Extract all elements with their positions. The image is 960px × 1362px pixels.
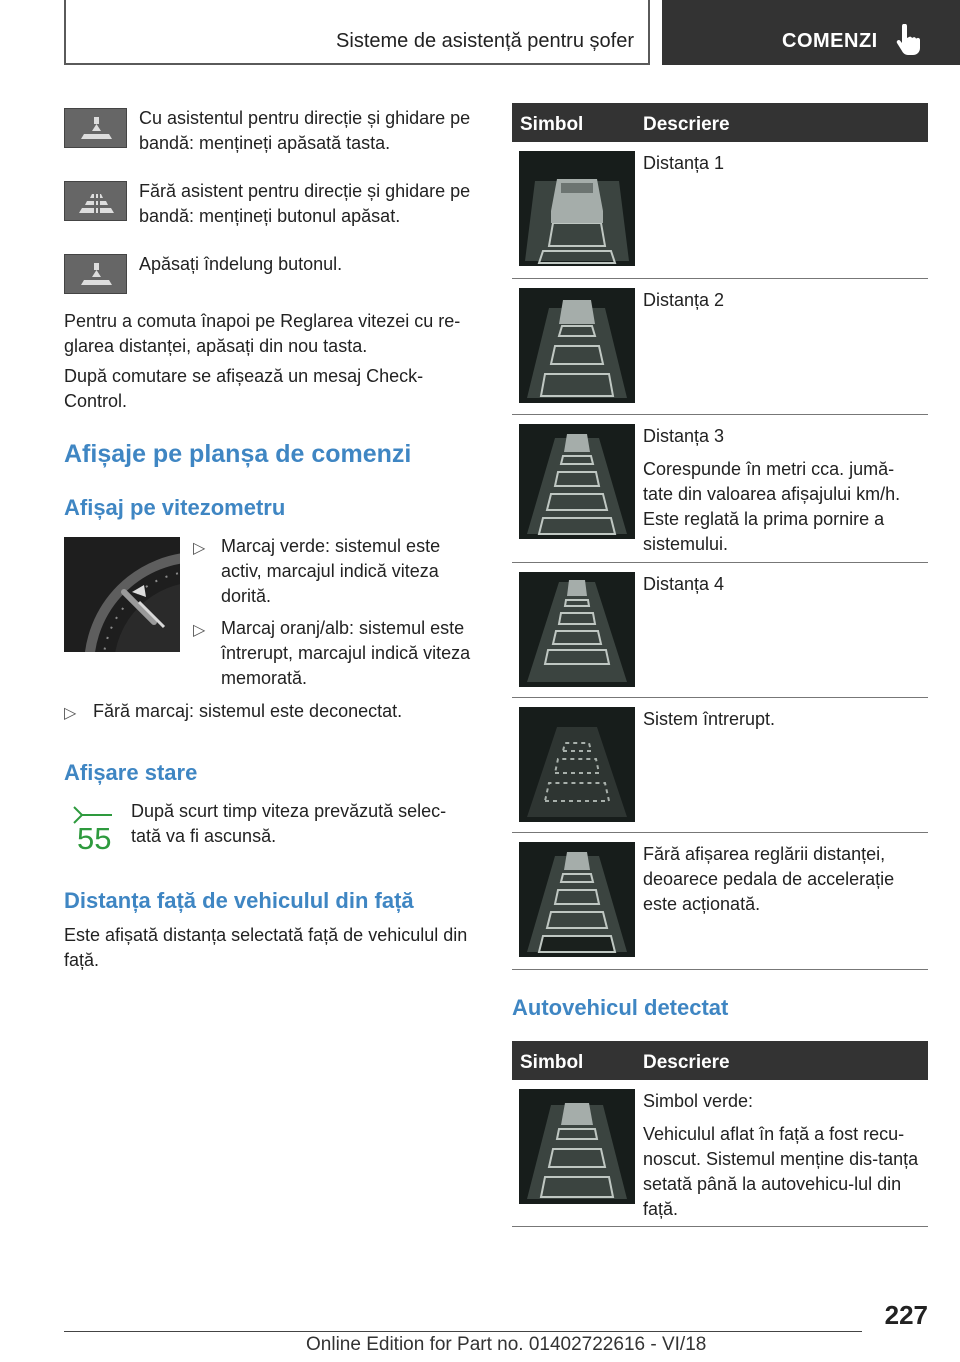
system-interrupted-display-image	[519, 707, 635, 822]
section-title: Sisteme de asistență pentru șofer	[336, 30, 634, 52]
table-row	[512, 279, 928, 415]
page-number: 227	[884, 1300, 928, 1330]
table1-row2-description: Distanța 2	[643, 290, 725, 310]
table1-row4-description: Distanța 4	[643, 574, 725, 594]
paragraph-switch-back: Pentru a comuta înapoi pe Reglarea vitezei cu re-glarea distanței, apăsați din nou tasta.	[64, 311, 461, 356]
table1-row3-description: Distanța 3 Corespunde în metri cca. jumă-tate din valoarea afișajului km/h. Este reglată la prima pornire a sistemului.	[643, 426, 901, 554]
button-row-3-text: Apăsați îndelung butonul.	[139, 254, 343, 274]
button-row-2-text: Fără asistent pentru direcție și ghidare pe bandă: mențineți butonul apăsat.	[139, 181, 471, 226]
heading-distance: Distanța față de vehiculul din față	[64, 888, 414, 913]
table2-col-symbol: Simbol	[520, 1052, 584, 1073]
table1-row6-description: Fără afișarea reglării distanței, deoarece pedala de accelerație este acționată.	[643, 844, 895, 914]
table-row	[512, 142, 928, 279]
status-speed-icon	[72, 805, 122, 855]
speedo-bullet-orange: Marcaj oranj/alb: sistemul este întrerupt, marcajul indică viteza memorată.	[221, 618, 471, 688]
distance-1-display-image	[519, 151, 635, 266]
lane-assist-button-icon	[64, 108, 127, 148]
table-row	[512, 1080, 928, 1227]
heading-status: Afișare stare	[64, 760, 198, 785]
table1-row5-description: Sistem întrerupt.	[643, 709, 776, 729]
speedometer-image	[64, 537, 180, 652]
header-section-tab	[64, 0, 650, 65]
no-lane-assist-button-icon	[64, 181, 127, 221]
paragraph-check-control: După comutare se afișează un mesaj Check-Control.	[64, 366, 424, 411]
table-row	[512, 563, 928, 698]
chapter-label: COMENZI	[782, 30, 878, 52]
table-row	[512, 833, 928, 970]
bullet-icon: ▷	[193, 540, 206, 557]
status-speed-value: 55	[77, 821, 112, 856]
heading-vehicle-detected: Autovehicul detectat	[512, 995, 729, 1020]
bullet-icon: ▷	[193, 622, 206, 639]
table2-col-description: Descriere	[643, 1052, 730, 1073]
vehicle-detected-display-image	[519, 1089, 635, 1204]
heading-displays: Afișaje pe planșa de comenzi	[64, 440, 412, 468]
table2-row1-description: Simbol verde: Vehiculul aflat în față a fost recu-noscut. Sistemul menține dis-tanța setată până la autovehicu-lul din față.	[643, 1091, 919, 1219]
table1-row1-description: Distanța 1	[643, 153, 725, 173]
table-row	[512, 415, 928, 563]
table2-header	[512, 1041, 928, 1080]
hand-pointer-icon	[895, 24, 921, 56]
long-press-button-icon	[64, 254, 127, 294]
distance-3-display-image	[519, 424, 635, 539]
bullet-icon: ▷	[64, 705, 77, 722]
bullet-no-mark: Fără marcaj: sistemul este deconectat.	[93, 701, 403, 721]
table-row	[512, 698, 928, 833]
distance-2-display-image	[519, 288, 635, 403]
footer-edition: Online Edition for Part no. 01402722616 - VI/18	[306, 1334, 707, 1355]
status-text: După scurt timp viteza prevăzută selec-tată va fi ascunsă.	[131, 801, 447, 846]
speedo-bullet-green: Marcaj verde: sistemul este activ, marcajul indică viteza dorită.	[221, 536, 441, 606]
table1-header	[512, 103, 928, 142]
accelerator-pressed-display-image	[519, 842, 635, 957]
table1-col-description: Descriere	[643, 114, 730, 135]
footer-divider	[64, 1331, 862, 1332]
heading-speedometer: Afișaj pe vitezometru	[64, 495, 286, 520]
button-row-1-text: Cu asistentul pentru direcție și ghidare pe bandă: mențineți apăsată tasta.	[139, 108, 471, 153]
distance-text: Este afișată distanța selectată față de vehiculul din față.	[64, 925, 468, 970]
distance-4-display-image	[519, 572, 635, 687]
table1-col-symbol: Simbol	[520, 114, 584, 135]
